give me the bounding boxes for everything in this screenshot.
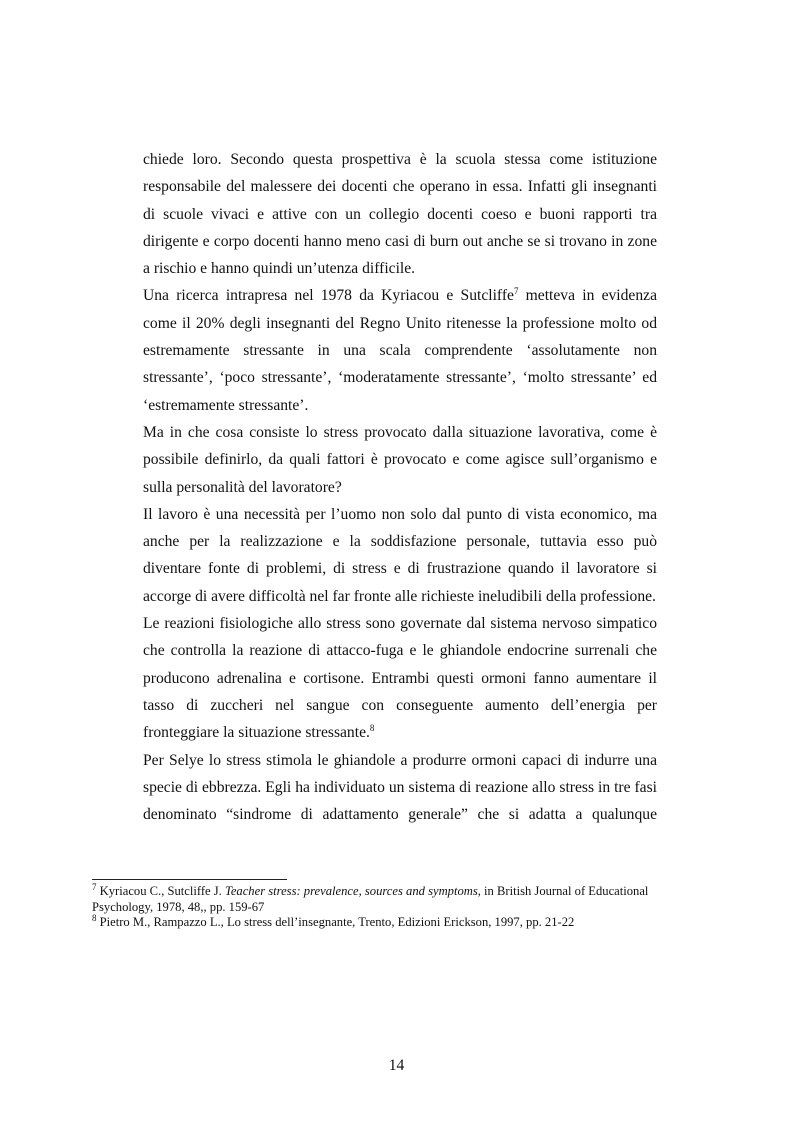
paragraph-text: Le reazioni fisiologiche allo stress sono governate dal sistema nervoso simpatico che controlla la reazione di attacco-fuga e le ghiandole endocrine surrenali che producono adrenalina e cortisone. Entrambi questi ormoni fanno aumentare il tasso di zuccheri nel sangue con conseguente aumento dell’energia per fronteggiare la situazione stressante. xyxy=(143,615,657,742)
body-text xyxy=(143,146,657,828)
footnotes xyxy=(92,881,707,931)
paragraph-text: Una ricerca intrapresa nel 1978 da Kyriacou e Sutcliffe xyxy=(143,287,514,305)
paragraph: Per Selye lo stress stimola le ghiandole a produrre ormoni capaci di indurre una specie di ebbrezza. Egli ha individuato un sistema di reazione allo stress in tre fasi denominato “sindrome di adattamento generale” che si adatta a qualunque xyxy=(143,751,657,824)
paragraph-text: metteva in evidenza come il 20% degli insegnanti del Regno Unito ritenesse la professione molto od estremamente stressante in una scala comprendente ‘assolutamente non stressante’, ‘poco stressante’, ‘moderatamente stressante’, ‘molto stressante’ ed ‘estremamente stressante’. xyxy=(143,287,657,414)
paragraph xyxy=(143,610,657,746)
footnote-text: Kyriacou C., Sutcliffe J. xyxy=(96,884,225,898)
footnote-ref[interactable]: 8 xyxy=(369,723,375,734)
footnote-text: , in British Journal of Educational Psychology, 1978, 48,, pp. 159-67 xyxy=(92,884,649,914)
paragraph xyxy=(143,282,657,418)
footnote-title: Teacher stress: prevalence, sources and symptoms xyxy=(224,884,478,898)
paragraph: Ma in che cosa consiste lo stress provocato dalla situazione lavorativa, come è possibile definirlo, da quali fattori è provocato e come agisce sull’organismo e sulla personalità del lavoratore? xyxy=(143,423,657,496)
footnote-number: 8 xyxy=(92,912,97,923)
page-number: 14 xyxy=(388,1057,405,1074)
paragraph: chiede loro. Secondo questa prospettiva è la scuola stessa come istituzione responsabile del malessere dei docenti che operano in essa. Infatti gli insegnanti di scuole vivaci e attive con un collegio docenti coeso e buoni rapporti tra dirigente e corpo docenti hanno meno casi di burn out anche se si trovano in zone a rischio e hanno quindi un’utenza difficile. xyxy=(143,151,657,278)
footnote-text: Pietro M., Rampazzo L., Lo stress dell’insegnante, Trento, Edizioni Erickson, 1997, pp. 21-22 xyxy=(96,915,575,929)
paragraph: Il lavoro è una necessità per l’uomo non solo dal punto di vista economico, ma anche per la realizzazione e la soddisfazione personale, tuttavia esso può diventare fonte di problemi, di stress e di frustrazione quando il lavoratore si accorge di avere difficoltà nel far fronte alle richieste ineludibili della professione. xyxy=(143,505,657,605)
footnote-number: 7 xyxy=(92,881,97,892)
footnote xyxy=(92,912,707,931)
footnote-ref[interactable]: 7 xyxy=(513,286,519,297)
footnote-divider xyxy=(92,879,287,880)
footnote xyxy=(92,881,707,915)
